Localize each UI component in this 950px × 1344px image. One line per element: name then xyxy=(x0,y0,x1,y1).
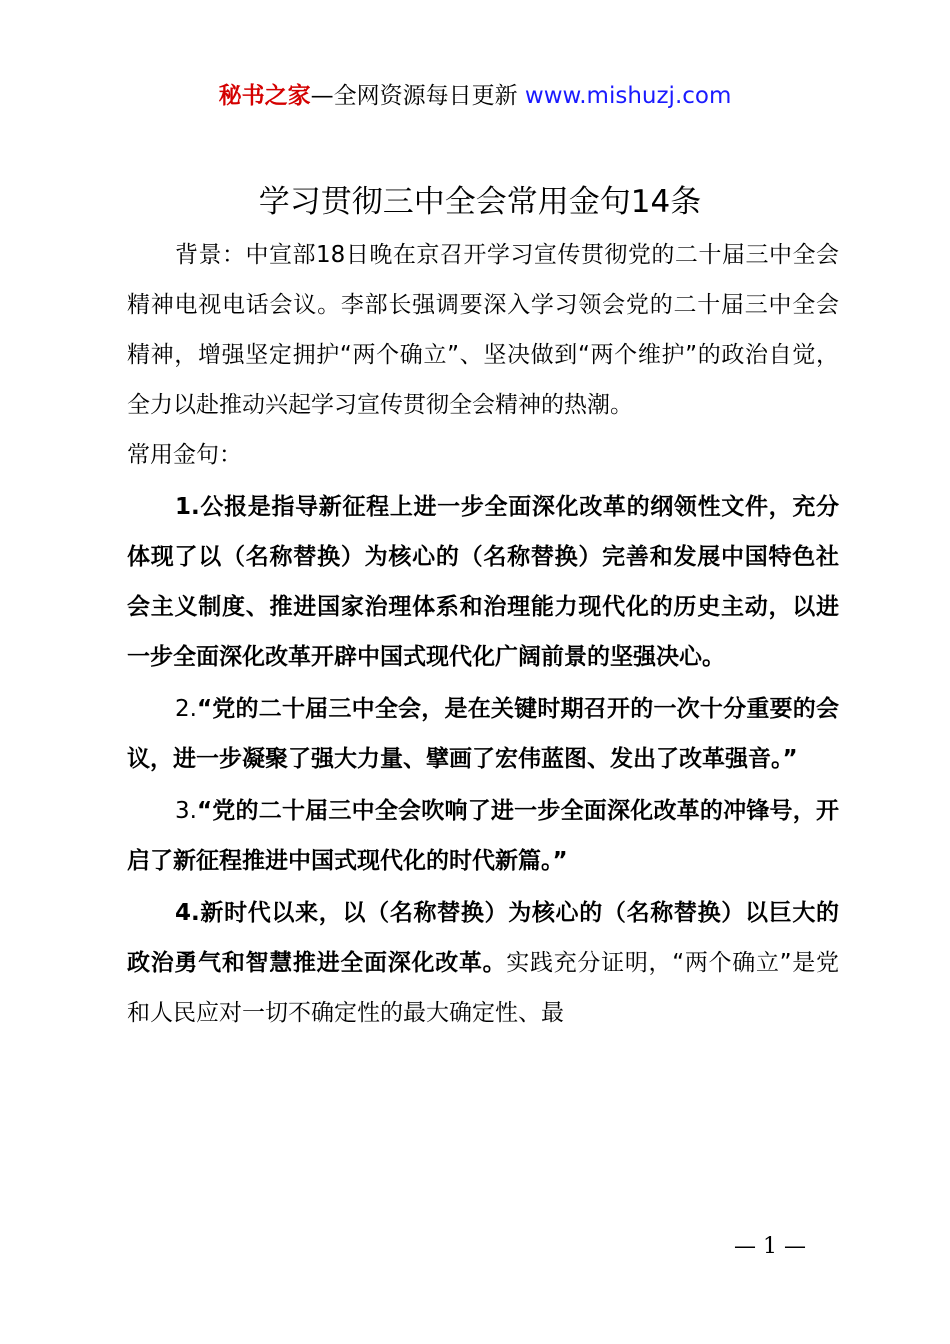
site-url[interactable]: www.mishuzj.com xyxy=(524,83,732,109)
background-paragraph: 背景：中宣部18日晚在京召开学习宣传贯彻党的二十届三中全会精神电视电话会议。李部长强调要深入学习领会党的二十届三中全会精神，增强坚定拥护“两个确立”、坚决做到“两个维护”的政治自觉，全力以赴推动兴起学习宣传贯彻全会精神的热潮。 xyxy=(127,242,839,418)
quote-item-1 xyxy=(127,482,839,682)
document-body xyxy=(127,230,839,1038)
quotes-label: 常用金句： xyxy=(127,442,242,468)
quote-number: 3. xyxy=(175,798,197,824)
brand-name: 秘书之家 xyxy=(218,83,311,109)
quote-text: 1.公报是指导新征程上进一步全面深化改革的纲领性文件，充分体现了以（名称替换）为核心的（名称替换）完善和发展中国特色社会主义制度、推进国家治理体系和治理能力现代化的历史主动，以进一步全面深化改革开辟中国式现代化广阔前景的坚强决心。 xyxy=(127,494,839,670)
quote-text: “党的二十届三中全会，是在关键时期召开的一次十分重要的会议，进一步凝聚了强大力量、擘画了宏伟蓝图、发出了改革强音。” xyxy=(127,696,839,772)
quote-item-4 xyxy=(127,888,839,1038)
header-tagline: —全网资源每日更新 xyxy=(310,83,518,109)
quote-number: 2. xyxy=(175,696,197,722)
quote-item-3 xyxy=(127,786,839,886)
site-header xyxy=(0,80,950,112)
quote-continuation: 实践充分证明，“两个确立”是党和人民应对一切不确定性的最大确定性、最 xyxy=(127,950,840,1026)
quote-text: 4.新时代以来，以（名称替换）为核心的（名称替换）以巨大的政治勇气和智慧推进全面深化改革。 xyxy=(127,900,839,976)
document-title: 学习贯彻三中全会常用金句14条 xyxy=(258,184,702,220)
page-number: — 1 — xyxy=(734,1234,806,1259)
quote-item-2 xyxy=(127,684,839,784)
quote-text: “党的二十届三中全会吹响了进一步全面深化改革的冲锋号，开启了新征程推进中国式现代化的时代新篇。” xyxy=(127,798,839,874)
